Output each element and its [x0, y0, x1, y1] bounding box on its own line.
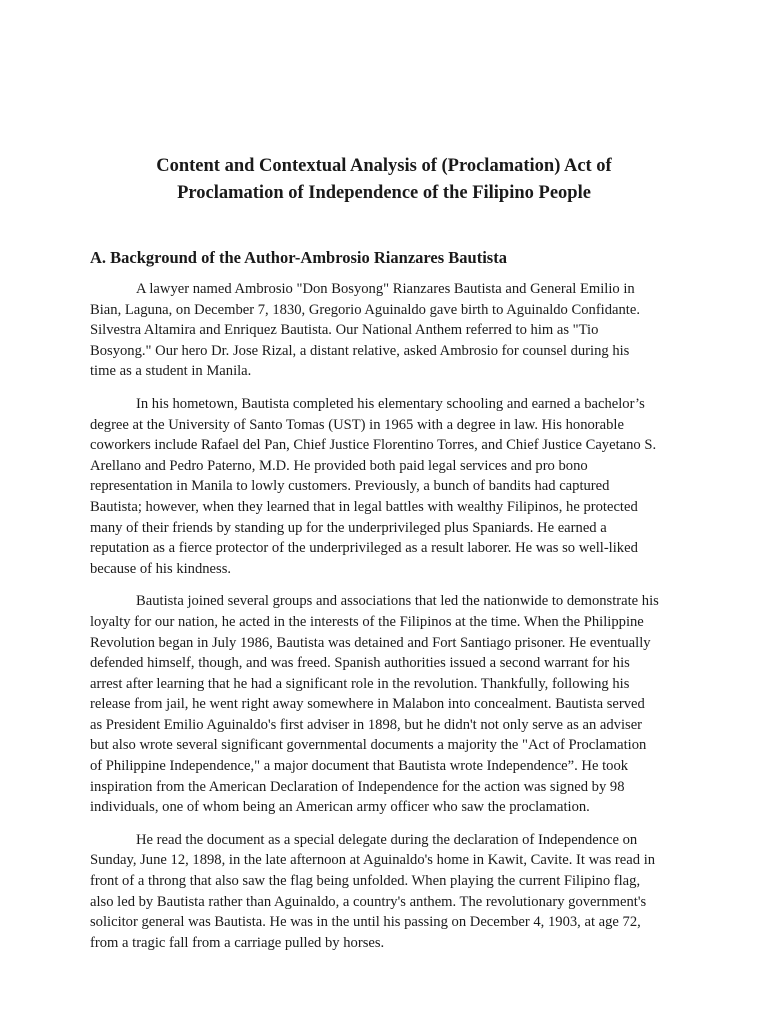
paragraph-line: representation in Manila to lowly customers. Previously, a bunch of bandits had captured — [90, 478, 610, 495]
paragraph-1 — [90, 279, 680, 382]
paragraph-line: defended himself, though, and was freed. Spanish authorities issued a second warrant for his — [90, 655, 630, 672]
paragraph-line: Bautista; however, when they learned that in legal battles with wealthy Filipinos, he protected — [90, 498, 638, 515]
paragraph-line: Silvestra Altamira and Enriquez Bautista. Our National Anthem referred to him as "Tio — [90, 322, 599, 339]
title-line-2: Proclamation of Independence of the Filipino People — [177, 183, 591, 203]
paragraph-line: Bian, Laguna, on December 7, 1830, Gregorio Aguinaldo gave birth to Aguinaldo Confidante. — [90, 301, 640, 318]
paragraph-line: arrest after learning that he had a significant role in the revolution. Thankfully, following his — [90, 675, 630, 692]
paragraph-line: Arellano and Pedro Paterno, M.D. He provided both paid legal services and pro bono — [90, 457, 588, 474]
section-heading: A. Background of the Author-Ambrosio Rianzares Bautista — [90, 248, 507, 267]
paragraph-line: but also wrote several significant governmental documents a majority the "Act of Proclamation — [90, 737, 647, 754]
paragraph-line: Bautista joined several groups and associations that led the nationwide to demonstrate his — [136, 593, 659, 610]
body-text — [90, 279, 680, 965]
paragraph-line: A lawyer named Ambrosio "Don Bosyong" Rianzares Bautista and General Emilio in — [136, 281, 635, 297]
paragraph-3 — [90, 591, 680, 818]
title-line-1: Content and Contextual Analysis of (Proclamation) Act of — [156, 156, 612, 176]
paragraph-line: as President Emilio Aguinaldo's first adviser in 1898, but he didn't not only serve as an adviser — [90, 716, 643, 733]
paragraph-2 — [90, 394, 680, 579]
paragraph-line: Revolution began in July 1986, Bautista was detained and Fort Santiago prisoner. He eventually — [90, 634, 651, 651]
paragraph-line: also led by Bautista rather than Aguinaldo, a country's anthem. The revolutionary government's — [90, 893, 647, 910]
paragraph-line: of Philippine Independence," a major document that Bautista wrote Independence”. He took — [90, 758, 629, 775]
paragraph-line: release from jail, he went right away somewhere in Malabon into concealment. Bautista served — [90, 696, 645, 713]
paragraph-line: solicitor general was Bautista. He was in the until his passing on December 4, 1903, at age 72, — [90, 914, 641, 931]
paragraph-line: many of their friends by standing up for the underprivileged plus Spaniards. He earned a — [90, 519, 607, 536]
paragraph-line: because of his kindness. — [90, 560, 232, 577]
paragraph-line: time as a student in Manila. — [90, 363, 252, 380]
paragraph-line: Sunday, June 12, 1898, in the late afternoon at Aguinaldo's home in Kawit, Cavite. It was read in — [90, 852, 656, 869]
paragraph-line: loyalty for our nation, he acted in the interests of the Filipinos at the time. When the Philippine — [90, 613, 644, 630]
paragraph-line: coworkers include Rafael del Pan, Chief Justice Florentino Torres, and Chief Justice Cayetano S. — [90, 437, 657, 454]
paragraph-line: degree at the University of Santo Tomas (UST) in 1965 with a degree in law. His honorable — [90, 416, 624, 433]
paragraph-line: from a tragic fall from a carriage pulled by horses. — [90, 934, 385, 951]
paragraph-line: reputation as a fierce protector of the underprivileged as a result laborer. He was so well-liked — [90, 540, 638, 557]
paragraph-line: Bosyong." Our hero Dr. Jose Rizal, a distant relative, asked Ambrosio for counsel during his — [90, 342, 630, 359]
paragraph-line: front of a throng that also saw the flag being unfolded. When playing the current Filipino flag, — [90, 873, 641, 890]
paragraph-line: In his hometown, Bautista completed his elementary schooling and earned a bachelor’s — [136, 395, 645, 412]
document-title — [90, 153, 678, 207]
paragraph-line: individuals, one of whom being an American army officer who saw the proclamation. — [90, 799, 590, 816]
paragraph-line: He read the document as a special delegate during the declaration of Independence on — [136, 831, 638, 848]
paragraph-4 — [90, 830, 680, 954]
paragraph-line: inspiration from the American Declaration of Independence for the action was signed by 98 — [90, 778, 625, 795]
